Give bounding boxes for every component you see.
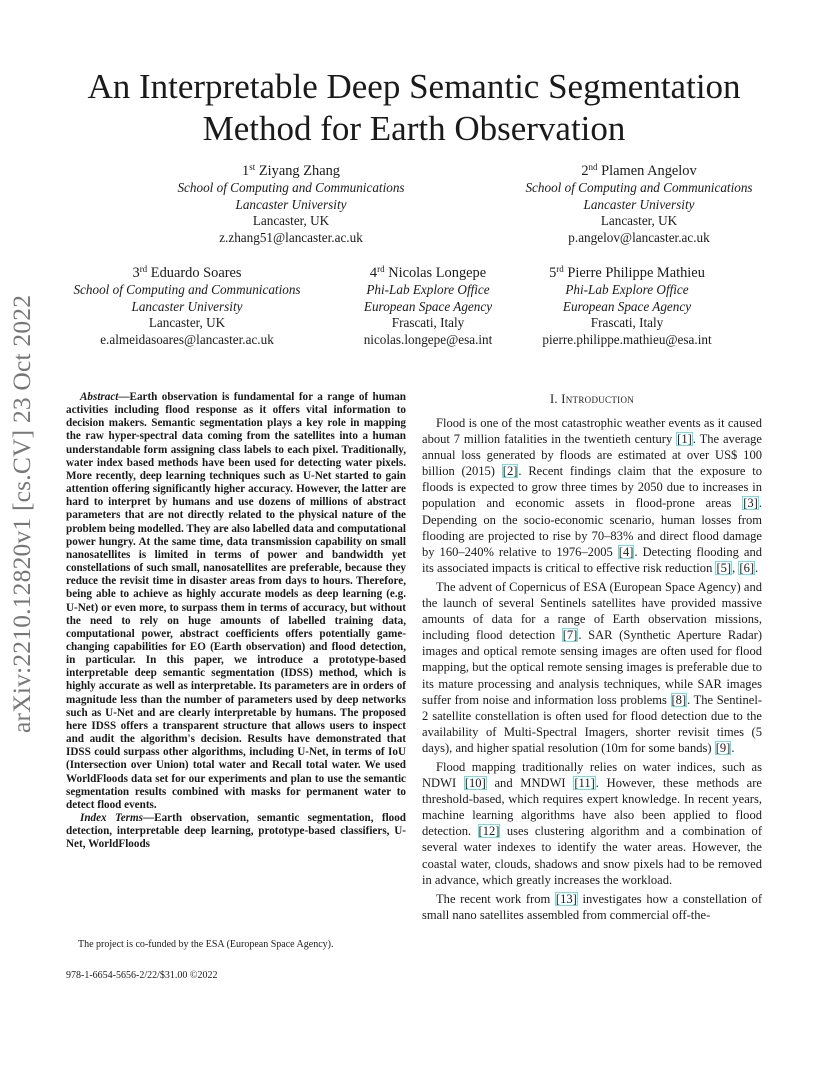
author-dept: Phi-Lab Explore Office bbox=[565, 282, 689, 297]
author-block-3 bbox=[56, 264, 318, 348]
abstract-body: —Earth observation is fundamental for a range of human activities including flood response as it offers vital information to decision makers. Semantic segmentation plays a key role in mapping the raw hyper-spectral data coming from the satellites into a human understandable form assigning class labels to each pixel. Traditionally, water index based methods have been used for detecting water pixels. More recently, deep learning techniques such as U-Net started to gain attention offering significantly higher accuracy. However, the latter are hard to interpret by humans and use dozens of millions of abstract parameters that are not directly related to the physical nature of the problem being modelled. They are also labelled data and computational power hungry. At the same time, data transmission capability on small nanosatellites is limited in terms of power and bandwidth yet constellations of such small, nanosatellites are preferable, because they reduce the revisit time in disaster areas from days to hours. Therefore, being able to achieve as highly accurate models as deep learning (e.g. U-Net) or even more, to surpass them in terms of accuracy, but without the need to rely on huge amounts of labelled training data, computational power, abstract coefficients offers potentially game-changing capabilities for EO (Earth observation) and flood detection, in particular. In this paper, we introduce a prototype-based interpretable deep semantic segmentation (IDSS) method, which is highly accurate as well as interpretable. Its parameters are in orders of magnitude less than the number of parameters used by deep networks such as U-Net and are clearly interpretable by humans. The proposed here IDSS offers a transparent structure that allows users to inspect and audit the algorithm's decision. Results have demonstrated that IDSS could surpass other algorithms, including U-Net, in terms of IoU (Intersection over Union) total water and Recall total water. We used WorldFloods data set for our experiments and plan to use the semantic segmentation results combined with masks for permanent water to detect flood events. bbox=[66, 391, 406, 811]
author-name: 1st Ziyang Zhang bbox=[242, 162, 340, 179]
intro-text: uses clustering algorithm and a combination of several water indexes to identify the water areas. However, the coastal water, clouds, shadows and snow pixels had to be removed in advance, which greatly increases the workload. bbox=[422, 824, 762, 887]
citation-link[interactable]: [1] bbox=[677, 432, 692, 447]
intro-paragraph bbox=[422, 759, 762, 888]
index-terms bbox=[66, 812, 406, 851]
author-email[interactable]: nicolas.longepe@esa.int bbox=[363, 331, 493, 347]
citation-link[interactable]: [9] bbox=[715, 740, 731, 755]
intro-text: , bbox=[732, 560, 739, 575]
intro-text: . Recent findings claim that the exposure to floods is expected to grow three times by 2050 due to increases in population and economic assets in flood-prone areas bbox=[422, 464, 762, 511]
section-number: I. bbox=[549, 392, 558, 406]
copyright-line: 978-1-6654-5656-2/22/$31.00 ©2022 bbox=[66, 970, 218, 981]
author-location: Lancaster, UK bbox=[600, 213, 678, 229]
author-location: Lancaster, UK bbox=[148, 315, 226, 331]
author-name: 5rd Pierre Philippe Mathieu bbox=[549, 264, 705, 281]
author-org: Lancaster University bbox=[235, 196, 347, 212]
author-email[interactable]: p.angelov@lancaster.ac.uk bbox=[568, 229, 710, 245]
citation-link[interactable]: [11] bbox=[574, 776, 595, 791]
citation-link[interactable]: [4] bbox=[618, 544, 634, 559]
author-dept: School of Computing and Communications bbox=[177, 180, 405, 195]
author-org: Lancaster University bbox=[131, 298, 243, 314]
author-dept: Phi-Lab Explore Office bbox=[366, 282, 490, 297]
citation-link[interactable]: [5] bbox=[716, 560, 732, 575]
index-terms-lead: Index Terms bbox=[80, 812, 144, 824]
abstract-section bbox=[66, 391, 406, 851]
intro-text: and MNDWI bbox=[486, 776, 574, 791]
intro-text: Flood mapping traditionally relies on water indices, such as NDWI bbox=[422, 759, 762, 791]
author-dept: School of Computing and Communications bbox=[525, 180, 753, 195]
intro-text: . bbox=[731, 740, 735, 755]
author-location: Lancaster, UK bbox=[252, 213, 330, 229]
citation-link[interactable]: [6] bbox=[739, 560, 755, 575]
citation-link[interactable]: [2] bbox=[502, 464, 518, 479]
intro-text: . SAR (Synthetic Aperture Radar) images and optical remote sensing images are often used for flood mapping, but the optical remote sensing images is preferable due to its mature processing and analysis techniques, while SAR images suffer from noise and information loss problems bbox=[422, 628, 762, 707]
intro-text: The recent work from bbox=[436, 891, 555, 906]
author-block-4 bbox=[332, 264, 524, 348]
author-dept: School of Computing and Communications bbox=[73, 282, 301, 297]
citation-link[interactable]: [3] bbox=[743, 496, 758, 511]
funding-footnote: The project is co-funded by the ESA (European Space Agency). bbox=[78, 939, 334, 950]
author-name: 3rd Eduardo Soares bbox=[132, 264, 242, 281]
intro-text: . bbox=[755, 560, 759, 575]
author-location: Frascati, Italy bbox=[590, 315, 664, 331]
intro-text: . The Sentinel-2 satellite constellation is often used for flood detection due to the availability of Multi-Spectral Imagers, shorter revisit times (5 days), and higher spatial resolution (10m for some bands) bbox=[422, 692, 763, 755]
citation-link[interactable]: [12] bbox=[478, 824, 500, 839]
author-org: European Space Agency bbox=[562, 298, 692, 314]
intro-text: . Depending on the socio-economic scenario, human losses from flooding are projected to rise by 70–83% and direct flood damage by 160–240% relative to 1976–2005 bbox=[422, 496, 762, 559]
author-block-1 bbox=[146, 162, 436, 246]
author-name: 2nd Plamen Angelov bbox=[581, 162, 697, 179]
intro-text: Flood is one of the most catastrophic weather events as it caused about 7 million fatalities in the twentieth century bbox=[422, 416, 762, 447]
arxiv-stamp: arXiv:2210.12820v1 [cs.CV] 23 Oct 2022 bbox=[7, 294, 36, 733]
author-location: Frascati, Italy bbox=[391, 315, 465, 331]
introduction-body bbox=[422, 415, 762, 923]
author-email[interactable]: e.almeidasoares@lancaster.ac.uk bbox=[100, 331, 274, 347]
intro-text: . Detecting flooding and its associated impacts is critical to effective risk reduction bbox=[422, 544, 763, 575]
intro-text: The advent of Copernicus of ESA (European Space Agency) and the launch of several Sentinels satellites have provided massive amounts of data for a range of Earth observation missions, including flood detection bbox=[422, 579, 762, 643]
citation-link[interactable]: [7] bbox=[562, 628, 578, 643]
intro-text: investigates how a constellation of small nano satellites assembled from commercial off-the- bbox=[422, 891, 762, 922]
author-org: European Space Agency bbox=[363, 298, 493, 314]
author-block-2 bbox=[494, 162, 784, 246]
intro-paragraph bbox=[422, 415, 762, 576]
author-email[interactable]: pierre.philippe.mathieu@esa.int bbox=[542, 331, 712, 347]
intro-paragraph bbox=[422, 579, 762, 756]
citation-link[interactable]: [10] bbox=[464, 776, 486, 791]
intro-paragraph bbox=[422, 891, 762, 923]
section-heading bbox=[422, 391, 762, 407]
author-block-5 bbox=[522, 264, 732, 348]
citation-link[interactable]: [13] bbox=[555, 891, 577, 906]
section-title: Introduction bbox=[561, 392, 635, 406]
intro-text: . The average annual loss generated by floods are estimated at over US$ 100 billion (2015) bbox=[422, 432, 762, 479]
author-org: Lancaster University bbox=[583, 196, 695, 212]
intro-text: . However, these methods are threshold-based, which requires expert knowledge. In recent years, machine learning algorithms have also been applied to flood detection. bbox=[422, 776, 763, 839]
author-name: 4rd Nicolas Longepe bbox=[369, 264, 487, 281]
author-email[interactable]: z.zhang51@lancaster.ac.uk bbox=[219, 229, 363, 245]
index-terms-body: —Earth observation, semantic segmentation, flood detection, interpretable deep learning, prototype-based classifiers, U-Net, WorldFloods bbox=[66, 812, 407, 851]
citation-link[interactable]: [8] bbox=[671, 692, 687, 707]
abstract-text bbox=[66, 391, 406, 812]
paper-title: An Interpretable Deep Semantic Segmentation Method for Earth Observation bbox=[87, 67, 741, 148]
abstract-lead: Abstract bbox=[80, 391, 119, 403]
